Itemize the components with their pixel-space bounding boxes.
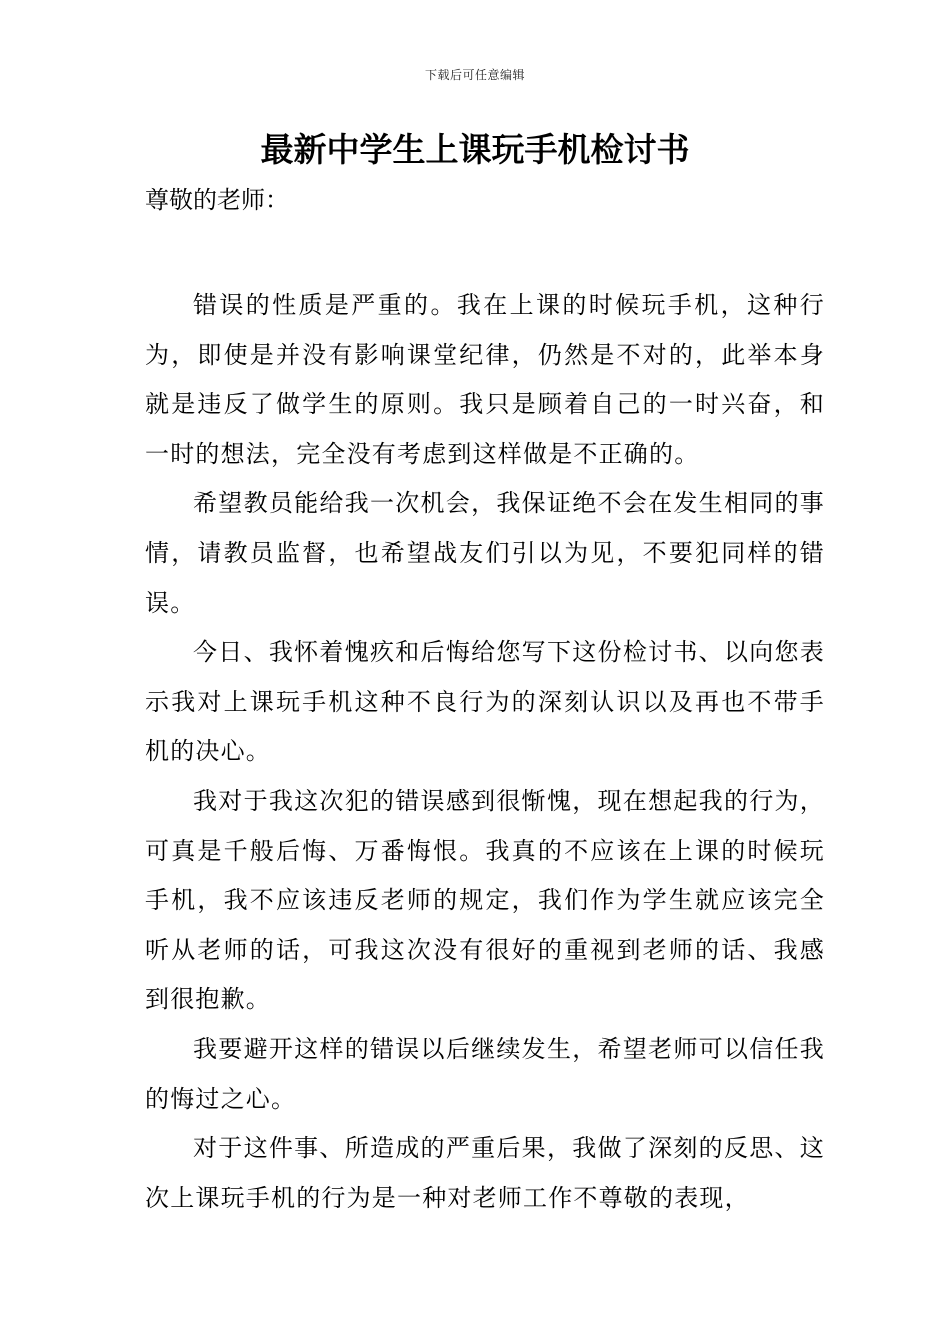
document-title: 最新中学生上课玩手机检讨书 [260,130,690,169]
header-note: 下载后可任意编辑 [424,68,525,82]
salutation: 尊敬的老师： [145,186,289,214]
paragraph: 对于这件事、所造成的严重后果，我做了深刻的反思、这次上课玩手机的行为是一种对老师工作不尊敬的表现， [145,1134,825,1212]
paragraph: 希望教员能给我一次机会，我保证绝不会在发生相同的事情，请教员监督，也希望战友们引以为见，不要犯同样的错误。 [145,489,825,617]
paragraph: 错误的性质是严重的。我在上课的时候玩手机，这种行为，即使是并没有影响课堂纪律，仍然是不对的，此举本身就是违反了做学生的原则。我只是顾着自己的一时兴奋，和一时的想法，完全没有考虑到这样做是不正确的。 [145,291,825,468]
document-body [145,281,825,1223]
paragraph: 今日、我怀着愧疚和后悔给您写下这份检讨书、以向您表示我对上课玩手机这种不良行为的深刻认识以及再也不带手机的决心。 [145,638,825,766]
paragraph: 我要避开这样的错误以后继续发生，希望老师可以信任我的悔过之心。 [145,1034,825,1113]
paragraph: 我对于我这次犯的错误感到很惭愧，现在想起我的行为，可真是千般后悔、万番悔恨。我真的不应该在上课的时候玩手机，我不应该违反老师的规定，我们作为学生就应该完全听从老师的话，可我这次没有很好的重视到老师的话、我感到很抱歉。 [145,786,825,1014]
